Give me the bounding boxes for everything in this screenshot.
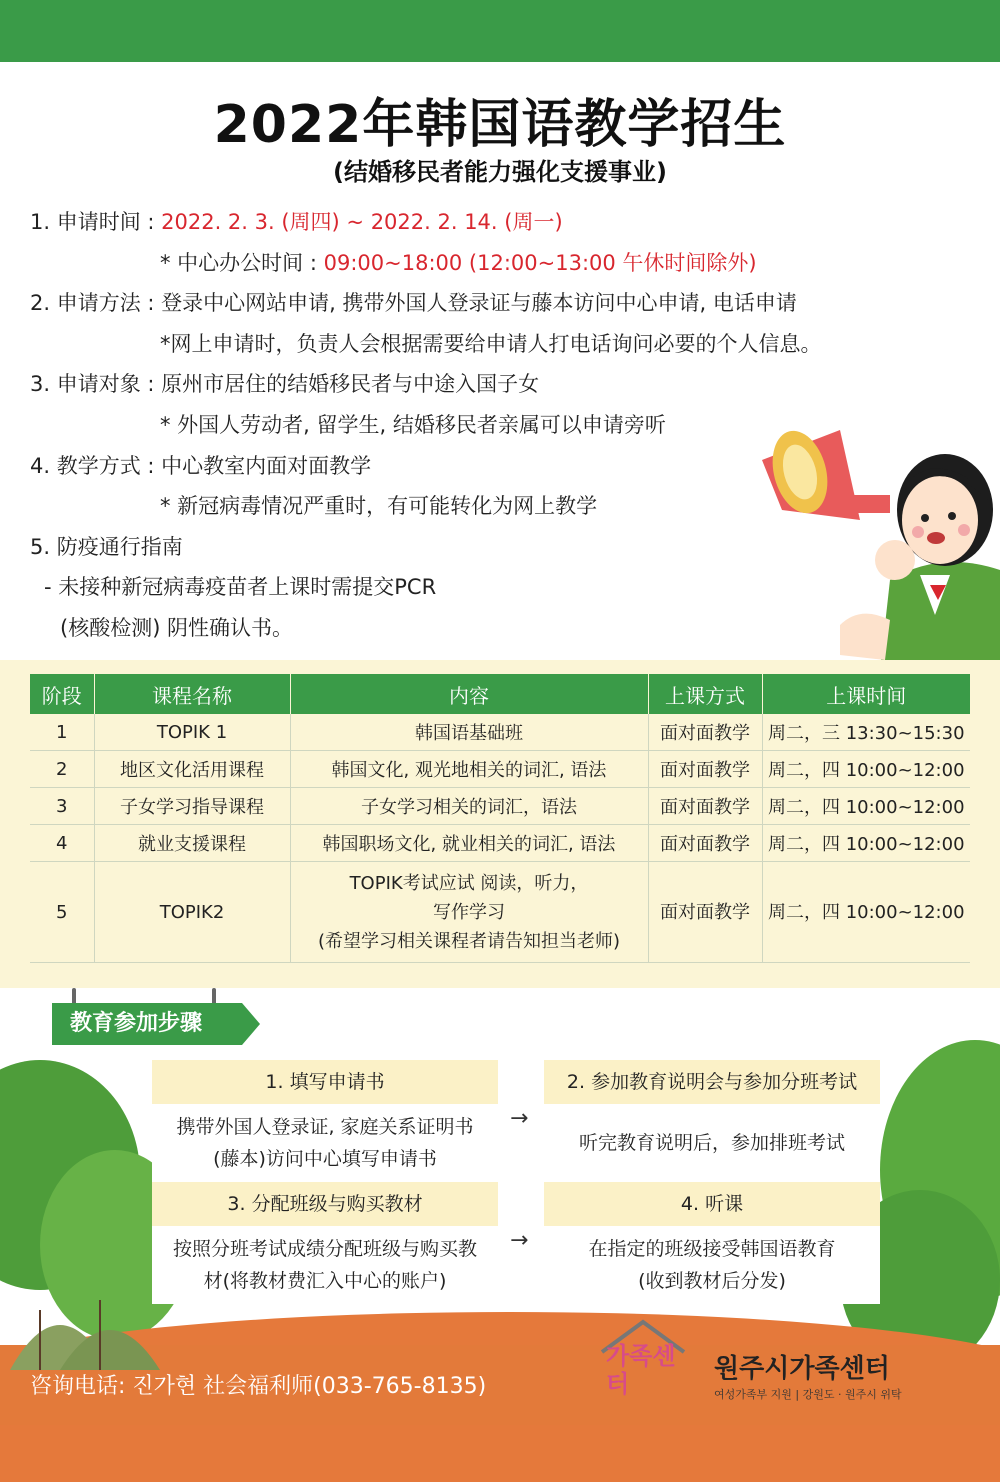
info-line-5: 3. 申请对象 : 原州市居住的结婚移民者与中途入国子女 bbox=[30, 372, 540, 397]
header-content: 内容 bbox=[290, 674, 648, 714]
step-2-body: 听完教育说明后，参加排班考试 bbox=[544, 1104, 880, 1182]
center-subtitle: 여성가족부 지원 | 강원도 · 원주시 위탁 bbox=[714, 1388, 902, 1401]
row5-content: TOPIK考试应试 阅读，听力， 写作学习 (希望学习相关课程者请告知担当老师) bbox=[290, 862, 648, 963]
table-row: 2 地区文化活用课程 韩国文化, 观光地相关的词汇, 语法 面对面教学 周二，四 10:00~12:00 bbox=[30, 751, 970, 788]
pine-trees-illustration bbox=[0, 1270, 170, 1370]
info-line-1: 1. 申请时间 : 2022. 2. 3. (周四) ~ 2022. 2. 14. (周一) bbox=[30, 210, 563, 234]
page-title: 2022年韩国语教学招生 bbox=[213, 95, 787, 155]
logo-glyphs: 가족센터 bbox=[606, 1342, 676, 1398]
step-1-body: 携带外国人登录证, 家庭关系证明书 (藤本)访问中心填写申请书 bbox=[152, 1104, 498, 1182]
info-line-8: * 新冠病毒情况严重时，有可能转化为网上教学 bbox=[160, 494, 598, 519]
info-line-11: (核酸检测) 阴性确认书。 bbox=[60, 615, 294, 640]
contact-info: 咨询电话: 진가현 社会福利师(033-765-8135) bbox=[30, 1374, 487, 1399]
table-row: 5 TOPIK2 TOPIK考试应试 阅读，听力， 写作学习 (希望学习相关课程者请告知担当老师) 面对面教学 周二，四 10:00~12:00 bbox=[30, 862, 970, 963]
step-arrow-1: → bbox=[510, 1106, 529, 1131]
info-line-4: *网上申请时，负责人会根据需要给申请人打电话询问必要的个人信息。 bbox=[160, 331, 822, 356]
top-banner bbox=[0, 0, 1000, 62]
step-3-title: 3. 分配班级与购买教材 bbox=[152, 1182, 498, 1226]
center-name: 원주시가족센터 bbox=[714, 1354, 890, 1384]
info-line-2: * 中心办公时间 : 09:00~18:00 (12:00~13:00 午休时间除外) bbox=[160, 250, 757, 275]
header-class-type: 上课方式 bbox=[648, 674, 762, 714]
header-class-time: 上课时间 bbox=[762, 674, 970, 714]
steps-section-title: 教育参加步骤 bbox=[70, 1011, 203, 1036]
table-row: 1 TOPIK 1 韩国语基础班 面对面教学 周二，三 13:30~15:30 bbox=[30, 714, 970, 751]
page-subtitle: (结婚移民者能力强化支援事业) bbox=[333, 158, 667, 186]
course-table bbox=[30, 674, 970, 963]
table-row: 4 就业支援课程 韩国职场文化, 就业相关的词汇, 语法 面对面教学 周二，四 10:00~12:00 bbox=[30, 825, 970, 862]
info-line-9: 5. 防疫通行指南 bbox=[30, 534, 183, 559]
table-row: 3 子女学习指导课程 子女学习相关的词汇，语法 面对面教学 周二，四 10:00~12:00 bbox=[30, 788, 970, 825]
info-line-3: 2. 申请方法 : 登录中心网站申请, 携带外国人登录证与藤本访问中心申请, 电话申请 bbox=[30, 291, 797, 316]
office-hours: 09:00~18:00 (12:00~13:00 午休时间除外) bbox=[323, 250, 757, 275]
step-4-body: 在指定的班级接受韩国语教育 (收到教材后分发) bbox=[544, 1226, 880, 1304]
steps-section-tab bbox=[52, 1003, 262, 1045]
info-line-6: * 外国人劳动者, 留学生, 结婚移民者亲属可以申请旁听 bbox=[160, 412, 666, 437]
step-4-title: 4. 听课 bbox=[544, 1182, 880, 1226]
step-3-body: 按照分班考试成绩分配班级与购买教 材(将教材费汇入中心的账户) bbox=[152, 1226, 498, 1304]
table-header-row bbox=[30, 674, 970, 714]
step-1-title: 1. 填写申请书 bbox=[152, 1060, 498, 1104]
step-2-title: 2. 参加教育说明会与参加分班考试 bbox=[544, 1060, 880, 1104]
step-arrow-2: → bbox=[510, 1228, 529, 1253]
header-stage: 阶段 bbox=[30, 674, 94, 714]
info-line-7: 4. 教学方式 : 中心教室内面对面教学 bbox=[30, 453, 372, 478]
application-period: 2022. 2. 3. (周四) ~ 2022. 2. 14. (周一) bbox=[161, 210, 563, 234]
megaphone-woman-illustration bbox=[760, 400, 1000, 670]
info-line-10: - 未接种新冠病毒疫苗者上课时需提交PCR bbox=[44, 575, 437, 600]
header-course-name: 课程名称 bbox=[94, 674, 290, 714]
